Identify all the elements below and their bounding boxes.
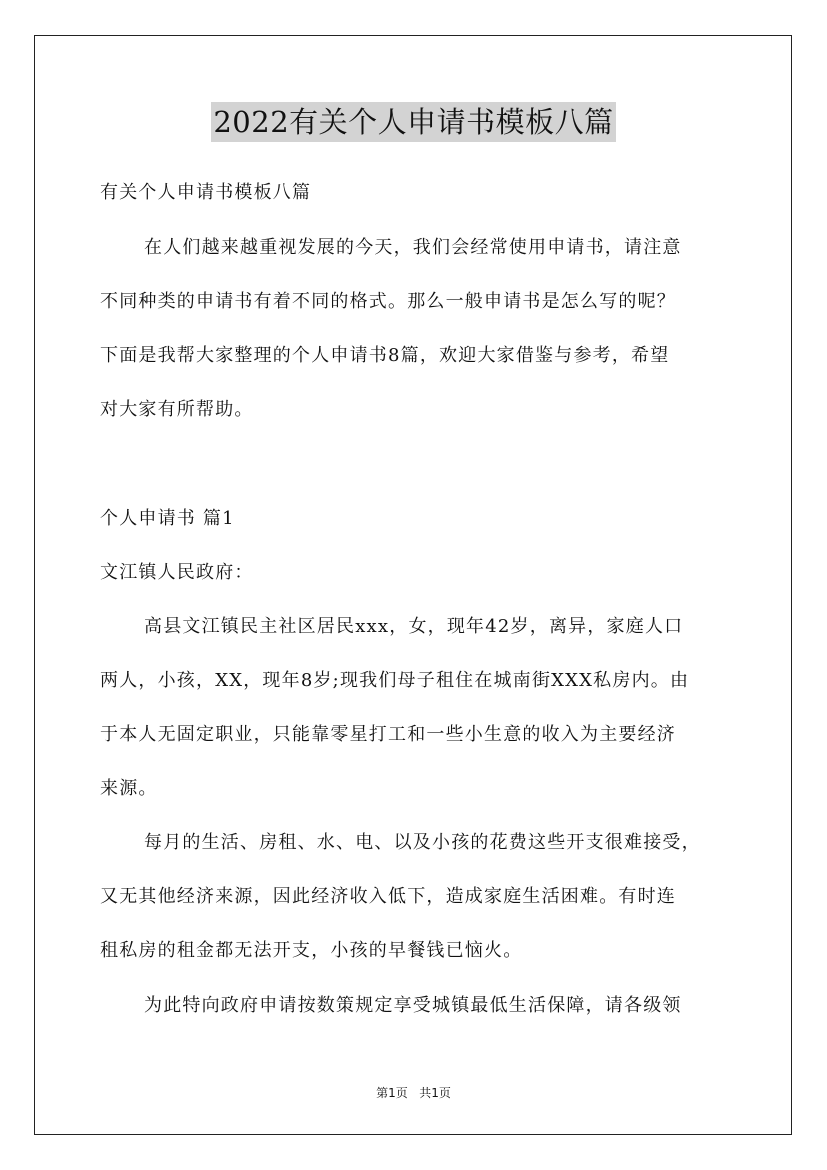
body-line-4: 来源。 xyxy=(100,778,158,799)
addressee-line: 文江镇人民政府： xyxy=(100,562,254,583)
section-heading: 个人申请书 篇1 xyxy=(100,508,235,529)
body-line-1: 高县文江镇民主社区居民xxx，女，现年42岁，离异，家庭人口 xyxy=(144,616,684,637)
body-line-2: 两人，小孩，XX，现年8岁;现我们母子租住在城南街XXX私房内。由 xyxy=(100,670,690,691)
body-line-6: 又无其他经济来源，因此经济收入低下，造成家庭生活困难。有时连 xyxy=(100,886,676,907)
intro-line-1: 在人们越来越重视发展的今天，我们会经常使用申请书，请注意 xyxy=(144,237,682,258)
body-line-8: 为此特向政府申请按数策规定享受城镇最低生活保障，请各级领 xyxy=(144,995,682,1016)
title-container xyxy=(0,102,827,142)
subtitle-line: 有关个人申请书模板八篇 xyxy=(100,182,312,203)
page-number: 第1页 xyxy=(376,1086,408,1100)
body-line-3: 于本人无固定职业，只能靠零星打工和一些小生意的收入为主要经济 xyxy=(100,724,676,745)
intro-line-2: 不同种类的申请书有着不同的格式。那么一般申请书是怎么写的呢？ xyxy=(100,291,676,312)
intro-line-4: 对大家有所帮助。 xyxy=(100,399,254,420)
page-footer xyxy=(0,1085,827,1101)
intro-line-3: 下面是我帮大家整理的个人申请书8篇，欢迎大家借鉴与参考，希望 xyxy=(100,345,670,366)
page-total: 共1页 xyxy=(419,1086,451,1100)
document-title: 2022有关个人申请书模板八篇 xyxy=(211,102,615,142)
body-line-5: 每月的生活、房租、水、电、以及小孩的花费这些开支很难接受， xyxy=(144,832,701,853)
body-line-7: 租私房的租金都无法开支，小孩的早餐钱已恼火。 xyxy=(100,940,523,961)
